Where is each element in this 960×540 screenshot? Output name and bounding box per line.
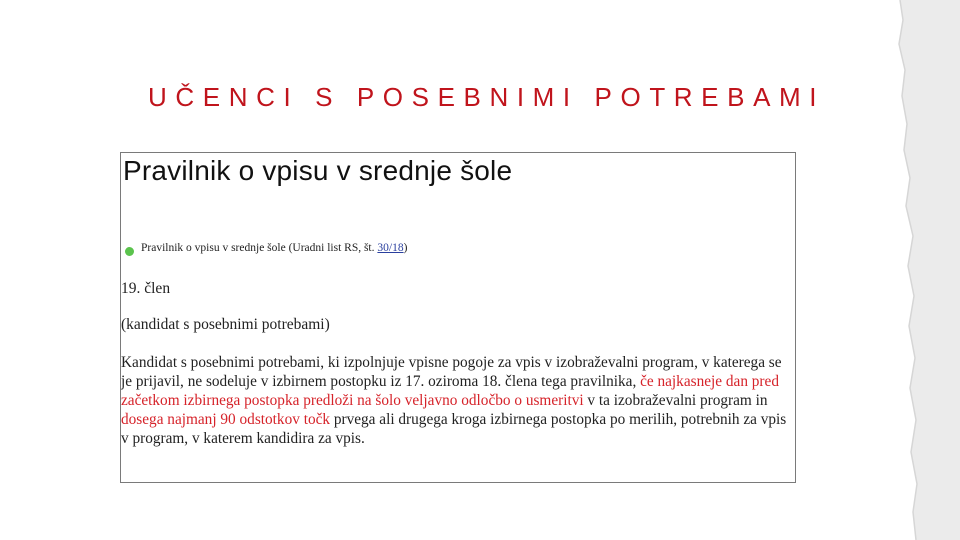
document-heading: Pravilnik o vpisu v srednje šole bbox=[123, 155, 513, 186]
slide-title: UČENCI S POSEBNIMI POTREBAMI bbox=[148, 82, 826, 112]
article-body bbox=[121, 353, 793, 448]
body-text: v ta izobraževalni program in bbox=[583, 392, 768, 409]
gazette-link[interactable]: 30/18 bbox=[377, 242, 404, 254]
reference-text: Pravilnik o vpisu v srednje šole (Uradni list RS, št. 30/18) bbox=[141, 242, 408, 254]
highlighted-threshold: dosega najmanj 90 odstotkov točk bbox=[121, 411, 331, 428]
document-screenshot bbox=[120, 152, 796, 483]
article-number: 19. člen bbox=[121, 280, 171, 297]
torn-paper-edge bbox=[850, 0, 960, 540]
highlighted-condition: če najkasneje dan pred začetkom izbirnega postopka predloži na šolo veljavno odločbo o usmeritvi bbox=[121, 373, 779, 409]
green-dot-icon bbox=[125, 247, 134, 256]
article-subtitle: (kandidat s posebnimi potrebami) bbox=[121, 316, 330, 333]
body-text: Kandidat s posebnimi potrebami, ki izpolnjuje vpisne pogoje za vpis v izobraževalni program, v katerega se je prijavil, ne sodeluje v izbirnem postopku iz 17. oziroma 18. člena tega pravilnika, bbox=[121, 354, 782, 390]
body-text: prvega ali drugega kroga izbirnega postopka po merilih, potrebnih za vpis v program, v katerem kandidira za vpis. bbox=[121, 411, 787, 447]
